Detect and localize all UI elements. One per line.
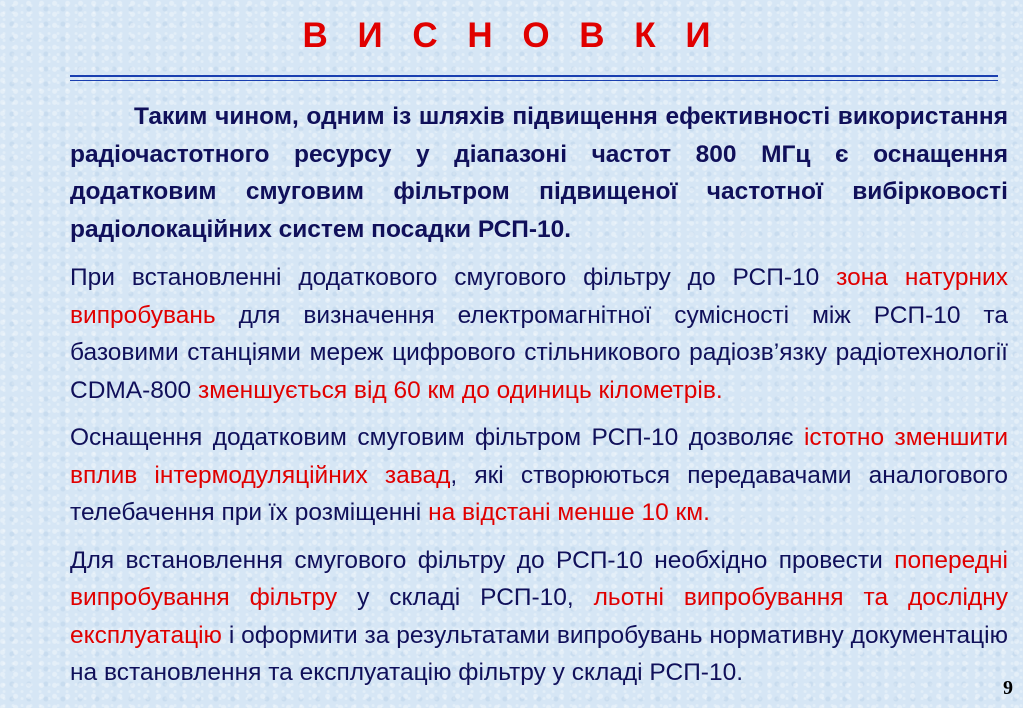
paragraph-text: При встановленні додаткового смугового фільтру до РСП-10	[70, 264, 837, 291]
paragraph-interference	[70, 419, 1008, 532]
highlight-text: зменшується від 60 км до одиниць кілометрів.	[197, 376, 723, 404]
slide-title: В И С Н О В К И	[302, 16, 721, 55]
highlight-text: істотно зменшити вплив інтермодуляційних завад	[70, 424, 1009, 489]
title-divider-top	[70, 75, 998, 77]
paragraph-text: Для встановлення смугового фільтру до РСП-10 необхідно провести	[70, 546, 895, 574]
title-divider-bottom	[70, 80, 998, 81]
paragraph-text: для визначення електромагнітної сумісності між РСП-10 та базовими станціями мереж цифрового стільникового радіозв’язку радіотехнології CDMA-800	[70, 301, 1008, 404]
page-number: 9	[1003, 677, 1013, 699]
paragraph-next-steps	[70, 542, 1008, 692]
slide-body	[70, 98, 1008, 692]
paragraph-summary: Таким чином, одним із шляхів підвищення ефективності використання радіочастотного ресурсу у діапазоні частот 800 МГц є оснащення додатковим смуговим фільтром підвищеної частотної вибірковості радіолокаційних систем посадки РСП-10.	[70, 103, 1008, 243]
paragraph-test-zone	[70, 259, 1008, 409]
highlight-text: на відстані менше 10 км.	[428, 499, 710, 526]
paragraph-text: Оснащення додатковим смуговим фільтром РСП-10 дозволяє	[70, 424, 804, 451]
paragraph-text: у складі РСП-10,	[337, 584, 594, 611]
highlight-text: попередні випробування фільтру	[70, 546, 1008, 611]
highlight-text: льотні випробування та дослідну експлуатацію	[70, 584, 1008, 649]
paragraph-text: , які створюються передавачами аналогового телебачення при їх розміщенні	[70, 461, 1008, 526]
paragraph-text: і оформити за результатами випробувань нормативну документацію на встановлення та експлуатацію фільтру у складі РСП-10.	[70, 621, 1008, 686]
highlight-text: зона натурних випробувань	[70, 264, 1008, 329]
